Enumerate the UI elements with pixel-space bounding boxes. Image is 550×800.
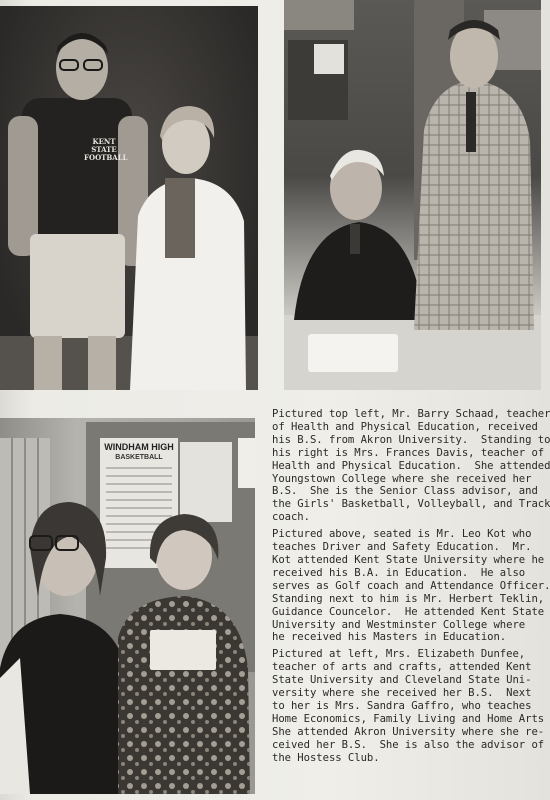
caption-line: teaches Driver and Safety Education. Mr.: [272, 541, 532, 554]
caption-line: coach.: [272, 511, 310, 524]
caption-line: the Girls' Basketball, Volleyball, and Track: [272, 498, 550, 511]
caption-line: versity where she received her B.S. Next: [272, 687, 532, 700]
photo-figures: [0, 6, 258, 390]
photo-kot-teklin: [284, 0, 541, 390]
photo-dunfee-gaffro: [0, 418, 255, 794]
caption-line: State University and Cleveland State Uni-: [272, 674, 532, 687]
caption-line: the Hostess Club.: [272, 751, 380, 764]
jersey-line-2: FOOTBALL: [84, 153, 128, 162]
caption-line: ceived her B.S. She is also the advisor of: [272, 738, 545, 751]
caption-line: Home Economics, Family Living and Home Arts: [272, 712, 545, 725]
caption-line: Youngstown College where she received her: [272, 472, 532, 485]
caption-paragraph: [272, 648, 545, 764]
caption-line: received his B.A. in Education. He also: [272, 566, 526, 579]
caption-line: Pictured at left, Mrs. Elizabeth Dunfee,: [272, 648, 526, 661]
caption-line: Standing next to him is Mr. Herbert Teklin,: [272, 592, 545, 605]
caption-line: University and Westminster College where: [272, 618, 526, 631]
caption-line: his B.S. from Akron University. Standing to: [272, 433, 550, 446]
caption-line: Kot attended Kent State University where he: [272, 553, 545, 566]
poster-subtitle: BASKETBALL: [115, 454, 163, 461]
jersey-text: [84, 137, 128, 162]
caption-line: of Health and Physical Education, received: [272, 420, 538, 433]
caption-paragraph: [272, 408, 550, 524]
poster-title: WINDHAM HIGH: [104, 442, 174, 452]
caption-line: She attended Akron University where she re-: [272, 725, 545, 738]
photo-figures: [284, 0, 541, 390]
photo-schaad-davis: [0, 6, 258, 390]
caption-line: Pictured above, seated is Mr. Leo Kot who: [272, 528, 532, 541]
caption-line: his right is Mrs. Frances Davis, teacher of: [272, 446, 545, 459]
caption-line: serves as Golf coach and Attendance Officer.: [272, 579, 550, 592]
caption-block: [272, 408, 550, 764]
caption-line: Health and Physical Education. She attended: [272, 459, 550, 472]
caption-line: to her is Mrs. Sandra Gaffro, who teaches: [272, 699, 532, 712]
caption-line: B.S. She is the Senior Class advisor, and: [272, 485, 538, 498]
photo-figures: [0, 418, 255, 794]
caption-line: teacher of arts and crafts, attended Kent: [272, 661, 532, 674]
jersey-line-1: KENT STATE: [91, 137, 117, 154]
caption-line: he received his Masters in Education.: [272, 631, 507, 644]
caption-paragraph: [272, 528, 550, 644]
caption-line: Pictured top left, Mr. Barry Schaad, teacher: [272, 408, 550, 420]
caption-line: Guidance Councelor. He attended Kent State: [272, 605, 545, 618]
